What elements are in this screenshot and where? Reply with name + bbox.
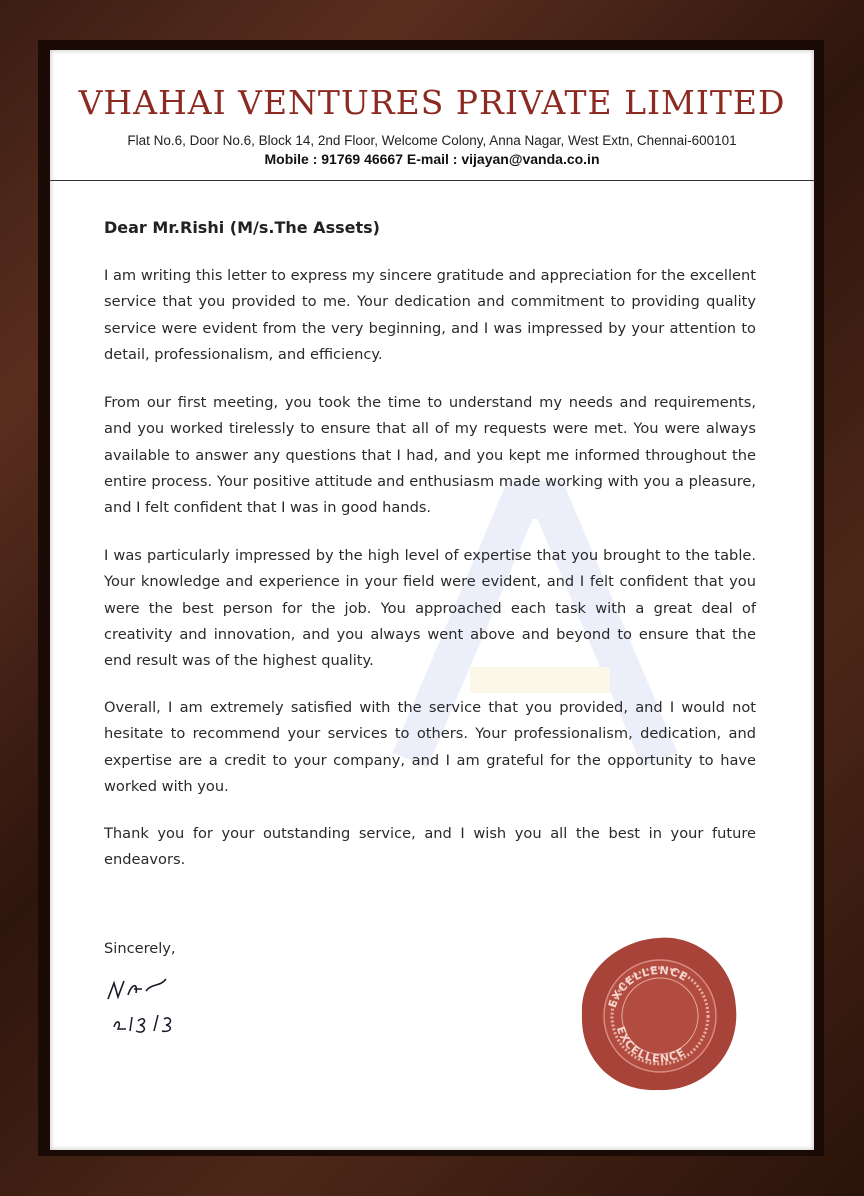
header-divider bbox=[50, 180, 814, 181]
paragraph-2: From our first meeting, you took the time to understand my needs and requirements, and you worked tirelessly to ensure that all of my requests were met. You were always available to answer any questions that I had, and you kept me informed throughout the entire process. Your positive attitude and enthusiasm made working with you a pleasure, and I felt confident that I was in good hands. bbox=[104, 394, 756, 517]
paragraph-4: Overall, I am extremely satisfied with the service that you provided, and I would not hesitate to recommend your services to others. Your professionalism, dedication, and expertise are a credit to your company, and I am grateful for the opportunity to have worked with you. bbox=[104, 699, 756, 795]
handwritten-signature bbox=[104, 975, 254, 1045]
excellence-seal bbox=[574, 930, 742, 1098]
closing: Sincerely, bbox=[104, 940, 176, 957]
paragraph-3: I was particularly impressed by the high level of expertise that you brought to the table. Your knowledge and experience in your field were evident, and I felt confident that you were the best person for the job. You approached each task with a great deal of creativity and innovation, and you always went above and beyond to ensure that the end result was of the highest quality. bbox=[104, 547, 756, 670]
company-name: VHAHAI VENTURES PRIVATE LIMITED bbox=[78, 83, 786, 122]
letter-paper bbox=[50, 50, 814, 1150]
paragraph-5: Thank you for your outstanding service, and I wish you all the best in your future endeavors. bbox=[104, 825, 756, 869]
company-address: Flat No.6, Door No.6, Block 14, 2nd Floor, Welcome Colony, Anna Nagar, West Extn, Chennai-600101 bbox=[127, 133, 737, 148]
paragraph-1: I am writing this letter to express my sincere gratitude and appreciation for the excellent service that you provided to me. Your dedication and commitment to providing quality service were evident from the very beginning, and I was impressed by your attention to detail, professionalism, and efficiency. bbox=[104, 267, 756, 363]
salutation: Dear Mr.Rishi (M/s.The Assets) bbox=[104, 218, 380, 237]
seal-text-top: EXCELLENCE bbox=[605, 963, 691, 1010]
seal-text-bottom: EXCELLENCE bbox=[613, 1024, 688, 1066]
company-contact: Mobile : 91769 46667 E-mail : vijayan@vanda.co.in bbox=[264, 151, 600, 167]
